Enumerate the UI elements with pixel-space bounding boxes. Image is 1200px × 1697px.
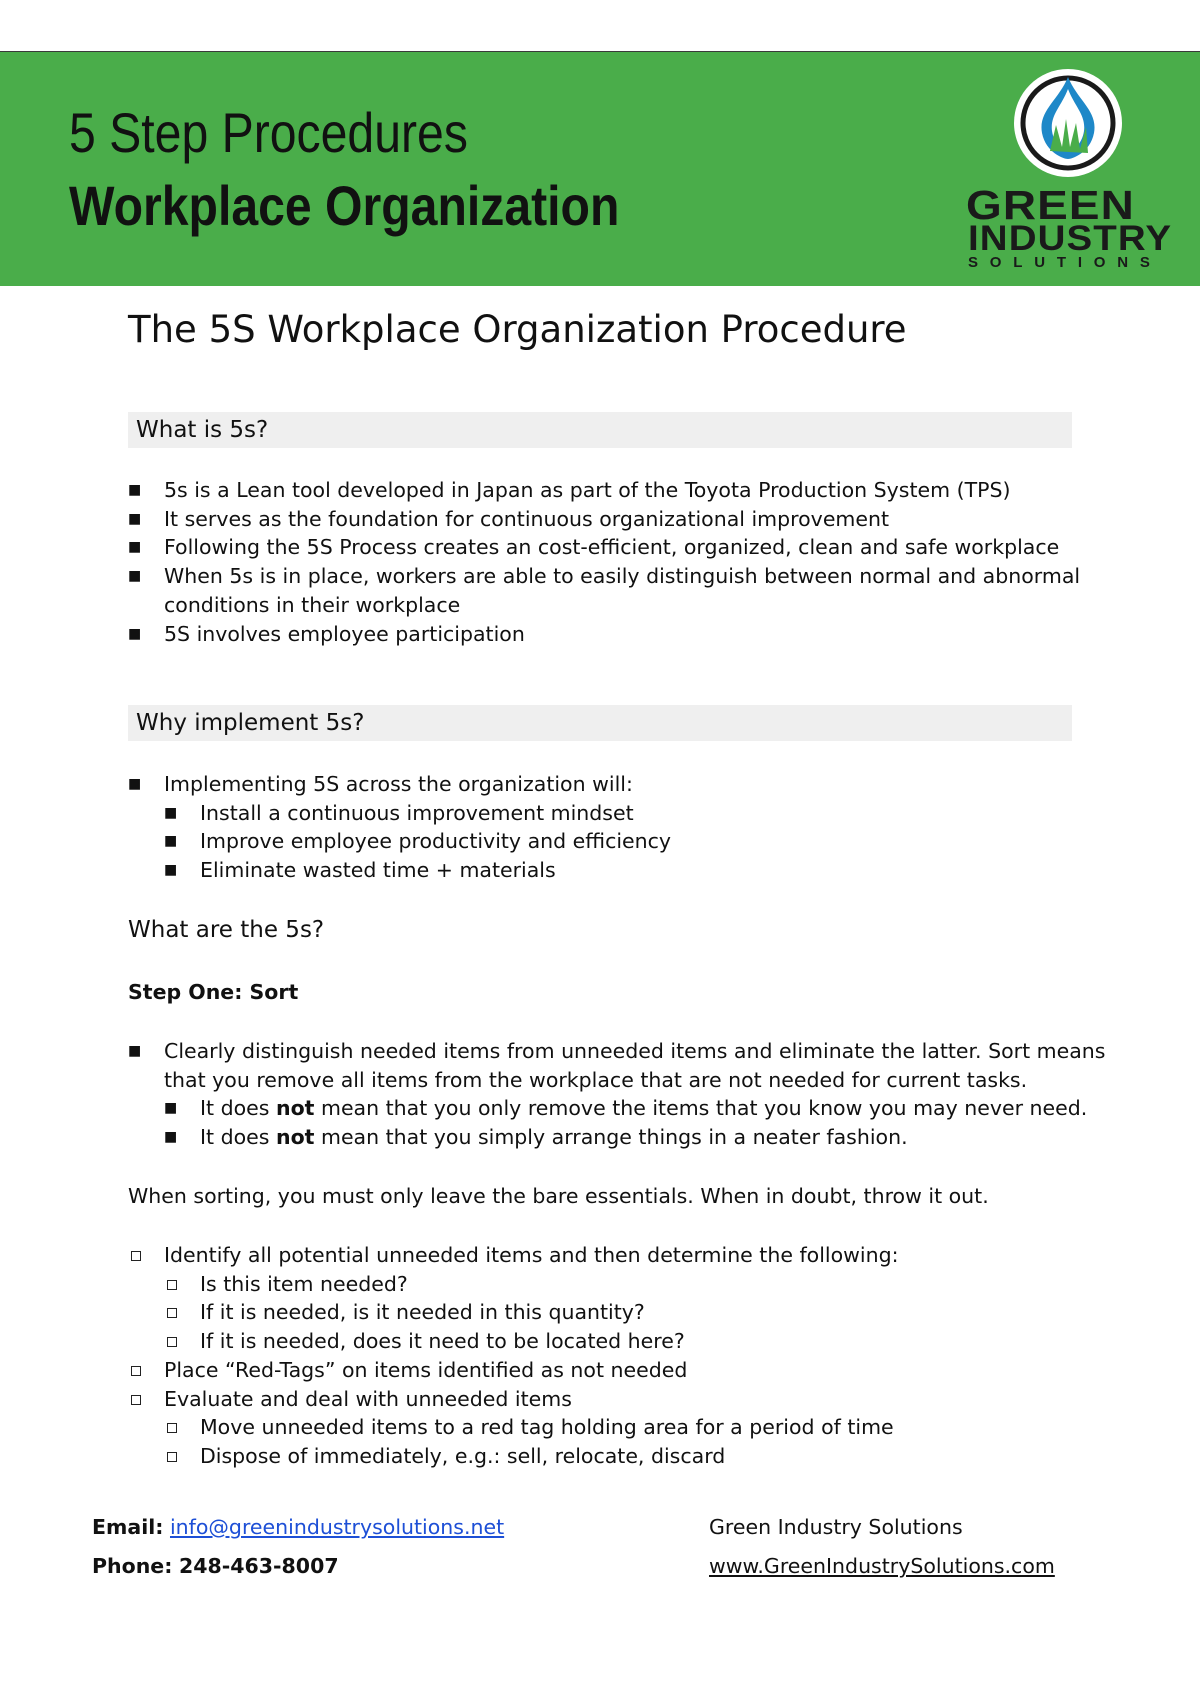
header-subtitle: Workplace Organization [69, 174, 620, 237]
checkbox-icon [131, 1251, 141, 1261]
checklist-subitem: Dispose of immediately, e.g.: sell, relocate, discard [128, 1442, 899, 1471]
checkbox-icon [167, 1280, 177, 1290]
phone-number: 248-463-8007 [178, 1554, 339, 1578]
list-item: ■ Clearly distinguish needed items from unneeded items and eliminate the latter. Sort means [128, 1037, 1105, 1066]
footer-email [92, 1515, 504, 1539]
bullet-icon: ■ [164, 804, 178, 821]
checklist-item: Identify all potential unneeded items and then determine the following: [128, 1241, 899, 1270]
bullet-icon: ■ [164, 1100, 178, 1117]
checklist-subitem: Move unneeded items to a red tag holding area for a period of time [128, 1413, 899, 1442]
section-heading-what-is-5s: What is 5s? [128, 412, 1072, 448]
sort-checklist [128, 1241, 899, 1471]
sort-bullets [128, 1037, 1105, 1152]
logo-word-green: GREEN [966, 182, 1135, 228]
bullet-icon: ■ [164, 833, 178, 850]
bullet-icon: ■ [128, 482, 142, 498]
what-is-5s-list [128, 476, 1080, 648]
sorting-note: When sorting, you must only leave the bare essentials. When in doubt, throw it out. [128, 1184, 989, 1208]
section-heading-why-implement: Why implement 5s? [128, 705, 1072, 741]
bullet-icon: ■ [128, 568, 142, 585]
header-title: 5 Step Procedures [69, 101, 468, 164]
bullet-icon: ■ [128, 625, 142, 642]
list-item: ■ 5s is a Lean tool developed in Japan as part of the Toyota Production System (TPS) [128, 476, 1080, 505]
bullet-icon: ■ [164, 1129, 178, 1146]
website-link[interactable]: www.GreenIndustrySolutions.com [709, 1554, 1055, 1578]
document-title: The 5S Workplace Organization Procedure [128, 308, 907, 351]
checkbox-icon [131, 1395, 141, 1405]
logo-word-industry: INDUSTRY [968, 219, 1173, 258]
checklist-item: Evaluate and deal with unneeded items [128, 1385, 899, 1414]
checkbox-icon [167, 1308, 177, 1318]
list-subitem: ■ It does not mean that you simply arrange things in a neater fashion. [128, 1123, 1105, 1152]
bullet-icon: ■ [128, 510, 142, 527]
water-drop-grass-icon [1012, 67, 1124, 179]
checklist-subitem: Is this item needed? [128, 1270, 899, 1299]
list-subitem: ■ Eliminate wasted time + materials [128, 856, 671, 885]
list-subitem: ■ Improve employee productivity and efficiency [128, 827, 671, 856]
list-item: ■ It serves as the foundation for continuous organizational improvement [128, 505, 1080, 534]
why-implement-list [128, 770, 671, 885]
list-item: ■ Following the 5S Process creates an cost-efficient, organized, clean and safe workplace [128, 533, 1080, 562]
checkbox-icon [131, 1366, 141, 1376]
bullet-icon: ■ [128, 776, 142, 792]
footer-company: Green Industry Solutions [709, 1515, 963, 1539]
footer-phone [92, 1554, 339, 1578]
list-item: ■ Implementing 5S across the organization will: [128, 770, 671, 799]
list-subitem: ■ Install a continuous improvement mindset [128, 799, 671, 828]
checklist-item: Place “Red-Tags” on items identified as not needed [128, 1356, 899, 1385]
email-label: Email: [92, 1515, 164, 1539]
bullet-icon: ■ [164, 862, 178, 879]
list-subitem: ■ It does not mean that you only remove the items that you know you may never need. [128, 1094, 1105, 1123]
list-item-continuation: that you remove all items from the workplace that are not needed for current tasks. [164, 1067, 1028, 1092]
list-item-continuation: conditions in their workplace [164, 592, 461, 617]
bullet-icon: ■ [128, 539, 142, 556]
bullet-icon: ■ [128, 1043, 142, 1059]
checkbox-icon [167, 1337, 177, 1347]
step-one-heading: Step One: Sort [128, 980, 299, 1004]
logo-word-solutions: SOLUTIONS [968, 254, 1162, 271]
checklist-subitem: If it is needed, does it need to be located here? [128, 1327, 899, 1356]
phone-label: Phone: [92, 1554, 173, 1578]
checkbox-icon [167, 1452, 177, 1462]
checkbox-icon [167, 1423, 177, 1433]
email-link[interactable]: info@greenindustrysolutions.net [169, 1515, 505, 1539]
list-item: ■ 5S involves employee participation [128, 620, 1080, 649]
checklist-subitem: If it is needed, is it needed in this quantity? [128, 1298, 899, 1327]
list-item: ■ When 5s is in place, workers are able to easily distinguish between normal and abnormal [128, 562, 1080, 591]
section-heading-what-are-5s: What are the 5s? [128, 917, 325, 943]
